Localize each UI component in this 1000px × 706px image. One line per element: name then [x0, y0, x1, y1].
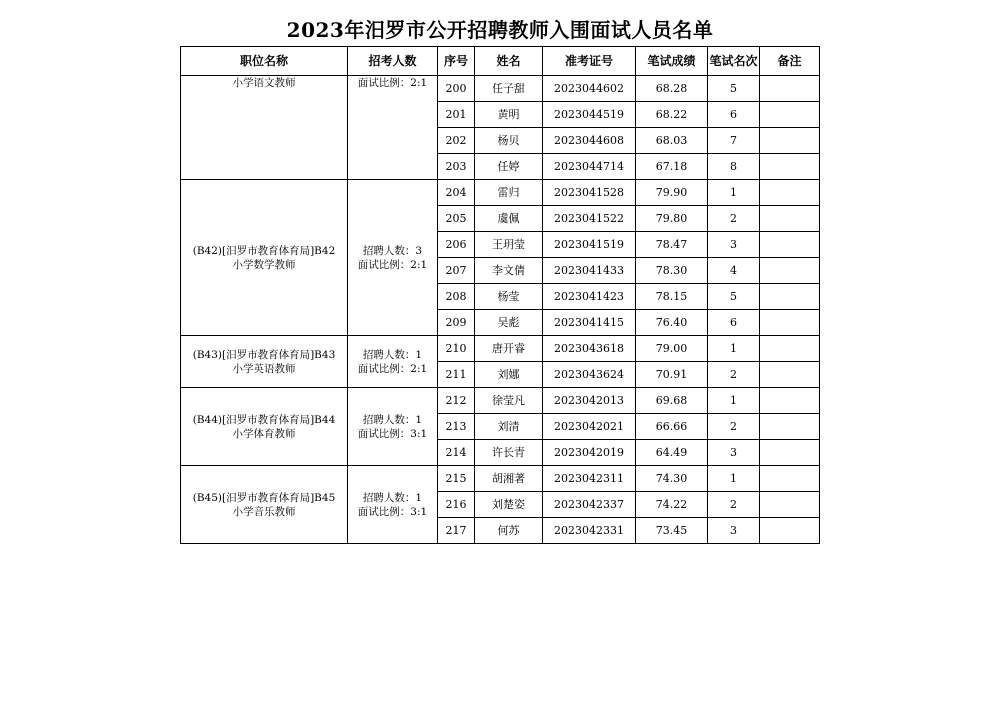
note-cell [760, 154, 820, 180]
name-cell: 任婷 [475, 154, 543, 180]
position-cell [181, 180, 348, 336]
quota-cell [348, 466, 438, 544]
name-cell: 任子甜 [475, 76, 543, 102]
score-cell: 74.22 [636, 492, 708, 518]
exam-id-cell: 2023044602 [543, 76, 636, 102]
exam-id-cell: 2023041423 [543, 284, 636, 310]
exam-id-cell: 2023042337 [543, 492, 636, 518]
rank-cell: 1 [708, 466, 760, 492]
exam-id-cell: 2023044608 [543, 128, 636, 154]
header-note: 备注 [760, 47, 820, 76]
rank-cell: 2 [708, 492, 760, 518]
rank-cell: 6 [708, 310, 760, 336]
header-position: 职位名称 [181, 47, 348, 76]
rank-cell: 6 [708, 102, 760, 128]
table-row [181, 180, 820, 206]
seq-cell: 205 [438, 206, 475, 232]
header-exam-id: 准考证号 [543, 47, 636, 76]
header-quota: 招考人数 [348, 47, 438, 76]
name-cell: 徐莹凡 [475, 388, 543, 414]
score-cell: 68.22 [636, 102, 708, 128]
score-cell: 76.40 [636, 310, 708, 336]
position-line: (B44)[汨罗市教育体育局]B44 [192, 413, 336, 426]
seq-cell: 210 [438, 336, 475, 362]
seq-cell: 214 [438, 440, 475, 466]
header-name: 姓名 [475, 47, 543, 76]
score-cell: 68.28 [636, 76, 708, 102]
note-cell [760, 310, 820, 336]
table-row [181, 388, 820, 414]
candidate-table [180, 46, 820, 544]
seq-cell: 215 [438, 466, 475, 492]
score-cell: 67.18 [636, 154, 708, 180]
exam-id-cell: 2023041522 [543, 206, 636, 232]
quota-cell [348, 336, 438, 388]
quota-cell [348, 388, 438, 466]
note-cell [760, 362, 820, 388]
rank-cell: 3 [708, 232, 760, 258]
name-cell: 刘娜 [475, 362, 543, 388]
table-row [181, 76, 820, 102]
rank-cell: 3 [708, 440, 760, 466]
note-cell [760, 102, 820, 128]
seq-cell: 213 [438, 414, 475, 440]
note-cell [760, 440, 820, 466]
header-rank: 笔试名次 [708, 47, 760, 76]
name-cell: 吴彪 [475, 310, 543, 336]
name-cell: 唐开睿 [475, 336, 543, 362]
seq-cell: 207 [438, 258, 475, 284]
quota-line: 面试比例：3:1 [357, 505, 428, 518]
position-line: (B43)[汨罗市教育体育局]B43 [192, 348, 336, 361]
table-row [181, 336, 820, 362]
note-cell [760, 128, 820, 154]
note-cell [760, 518, 820, 544]
note-cell [760, 206, 820, 232]
score-cell: 78.30 [636, 258, 708, 284]
position-cell [181, 466, 348, 544]
table-row [181, 466, 820, 492]
position-line: 小学体育教师 [232, 427, 296, 440]
seq-cell: 212 [438, 388, 475, 414]
score-cell: 73.45 [636, 518, 708, 544]
rank-cell: 1 [708, 336, 760, 362]
score-cell: 66.66 [636, 414, 708, 440]
score-cell: 78.15 [636, 284, 708, 310]
exam-id-cell: 2023042021 [543, 414, 636, 440]
name-cell: 胡湘著 [475, 466, 543, 492]
name-cell: 王玥莹 [475, 232, 543, 258]
rank-cell: 2 [708, 362, 760, 388]
quota-cell [348, 180, 438, 336]
score-cell: 69.68 [636, 388, 708, 414]
name-cell: 黄明 [475, 102, 543, 128]
quota-line: 招聘人数：3 [362, 244, 423, 257]
position-cell [181, 76, 348, 180]
quota-line: 招聘人数：1 [362, 491, 423, 504]
position-line: 小学音乐教师 [232, 505, 296, 518]
seq-cell: 200 [438, 76, 475, 102]
exam-id-cell: 2023042013 [543, 388, 636, 414]
seq-cell: 201 [438, 102, 475, 128]
header-seq: 序号 [438, 47, 475, 76]
table-header-row [181, 47, 820, 76]
position-cell [181, 388, 348, 466]
score-cell: 79.90 [636, 180, 708, 206]
rank-cell: 1 [708, 388, 760, 414]
exam-id-cell: 2023044519 [543, 102, 636, 128]
position-line: (B42)[汨罗市教育体育局]B42 [192, 244, 336, 257]
position-cell [181, 336, 348, 388]
rank-cell: 1 [708, 180, 760, 206]
name-cell: 刘清 [475, 414, 543, 440]
name-cell: 李文倩 [475, 258, 543, 284]
seq-cell: 208 [438, 284, 475, 310]
score-cell: 70.91 [636, 362, 708, 388]
note-cell [760, 466, 820, 492]
position-line: 小学语文教师 [232, 77, 296, 89]
rank-cell: 4 [708, 258, 760, 284]
seq-cell: 204 [438, 180, 475, 206]
exam-id-cell: 2023044714 [543, 154, 636, 180]
quota-line: 面试比例：2:1 [357, 77, 428, 89]
name-cell: 刘楚姿 [475, 492, 543, 518]
exam-id-cell: 2023041433 [543, 258, 636, 284]
rank-cell: 2 [708, 206, 760, 232]
seq-cell: 209 [438, 310, 475, 336]
seq-cell: 211 [438, 362, 475, 388]
exam-id-cell: 2023042331 [543, 518, 636, 544]
position-line: 小学数学教师 [232, 258, 296, 271]
score-cell: 64.49 [636, 440, 708, 466]
rank-cell: 2 [708, 414, 760, 440]
note-cell [760, 284, 820, 310]
table-body [181, 76, 820, 544]
score-cell: 79.00 [636, 336, 708, 362]
score-cell: 78.47 [636, 232, 708, 258]
note-cell [760, 180, 820, 206]
note-cell [760, 76, 820, 102]
header-score: 笔试成绩 [636, 47, 708, 76]
score-cell: 68.03 [636, 128, 708, 154]
rank-cell: 7 [708, 128, 760, 154]
note-cell [760, 492, 820, 518]
exam-id-cell: 2023042019 [543, 440, 636, 466]
quota-line: 招聘人数：1 [362, 413, 423, 426]
rank-cell: 5 [708, 284, 760, 310]
seq-cell: 202 [438, 128, 475, 154]
rank-cell: 5 [708, 76, 760, 102]
exam-id-cell: 2023041519 [543, 232, 636, 258]
name-cell: 杨贝 [475, 128, 543, 154]
rank-cell: 8 [708, 154, 760, 180]
exam-id-cell: 2023042311 [543, 466, 636, 492]
note-cell [760, 414, 820, 440]
seq-cell: 216 [438, 492, 475, 518]
score-cell: 74.30 [636, 466, 708, 492]
exam-id-cell: 2023041415 [543, 310, 636, 336]
exam-id-cell: 2023043618 [543, 336, 636, 362]
note-cell [760, 336, 820, 362]
exam-id-cell: 2023041528 [543, 180, 636, 206]
name-cell: 杨莹 [475, 284, 543, 310]
name-cell: 许长青 [475, 440, 543, 466]
seq-cell: 203 [438, 154, 475, 180]
name-cell: 虞佩 [475, 206, 543, 232]
note-cell [760, 258, 820, 284]
position-line: 小学英语教师 [232, 362, 296, 375]
position-line: (B45)[汨罗市教育体育局]B45 [192, 491, 336, 504]
exam-id-cell: 2023043624 [543, 362, 636, 388]
rank-cell: 3 [708, 518, 760, 544]
page-title: 2023年汨罗市公开招聘教师入围面试人员名单 [286, 18, 714, 42]
quota-cell [348, 76, 438, 180]
score-cell: 79.80 [636, 206, 708, 232]
quota-line: 面试比例：2:1 [357, 362, 428, 375]
name-cell: 雷归 [475, 180, 543, 206]
name-cell: 何苏 [475, 518, 543, 544]
note-cell [760, 388, 820, 414]
seq-cell: 206 [438, 232, 475, 258]
quota-line: 招聘人数：1 [362, 348, 423, 361]
quota-line: 面试比例：3:1 [357, 427, 428, 440]
seq-cell: 217 [438, 518, 475, 544]
quota-line: 面试比例：2:1 [357, 258, 428, 271]
note-cell [760, 232, 820, 258]
